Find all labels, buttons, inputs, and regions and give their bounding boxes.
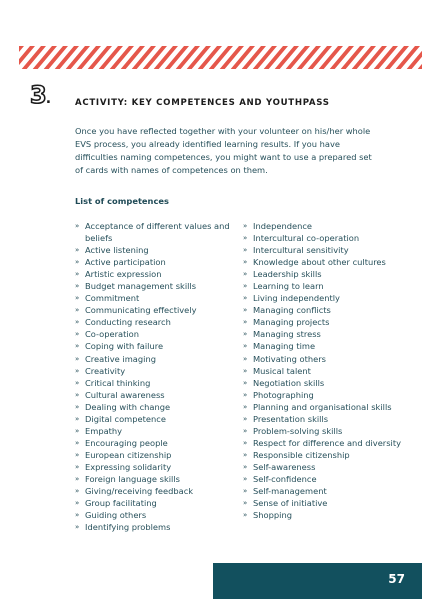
competence-item (243, 437, 413, 449)
bullet-icon: » (75, 366, 80, 375)
bullet-icon: » (75, 222, 80, 230)
bullet-icon: » (75, 318, 80, 327)
competence-item (243, 328, 413, 340)
competence-label: Encouraging people (85, 437, 168, 448)
competence-label: Critical thinking (85, 377, 151, 388)
competence-label: Managing projects (253, 317, 330, 328)
competence-item (75, 509, 235, 521)
competence-item (75, 497, 235, 509)
bullet-icon: » (243, 306, 248, 315)
bullet-icon: » (243, 487, 248, 496)
competence-item (243, 280, 413, 292)
competence-item (243, 220, 413, 232)
competence-label: Living independently (253, 293, 340, 304)
competence-item (75, 328, 235, 340)
bullet-icon: » (243, 318, 248, 327)
bullet-icon: » (243, 438, 248, 447)
competence-item (75, 449, 235, 461)
competence-label: Responsible citizenship (253, 449, 350, 460)
competence-label: Presentation skills (253, 413, 329, 424)
competence-label: Self-awareness (253, 461, 316, 472)
competence-item (243, 340, 413, 352)
bullet-icon: » (75, 487, 80, 496)
bullet-icon: » (75, 270, 80, 279)
bullet-icon: » (75, 390, 80, 399)
competence-label: Intercultural sensitivity (253, 245, 349, 256)
competence-label: Identifying problems (85, 522, 171, 533)
competence-item (75, 485, 235, 497)
bullet-icon: » (243, 511, 248, 520)
competence-label: Budget management skills (85, 281, 197, 292)
competence-item (243, 232, 413, 244)
competence-item (243, 461, 413, 473)
bullet-icon: » (75, 402, 80, 411)
competence-item (75, 473, 235, 485)
page-number: 57 (388, 572, 405, 586)
bullet-icon: » (75, 462, 80, 471)
section-title: ACTIVITY: KEY COMPETENCES AND YOUTHPASS (75, 98, 330, 108)
competence-label: Planning and organisational skills (253, 401, 392, 412)
competence-label: Creative imaging (85, 353, 156, 364)
competence-label: Empathy (85, 425, 123, 436)
bullet-icon: » (75, 354, 80, 363)
competence-label: Guiding others (85, 510, 147, 521)
competence-label: Negotiation skills (253, 377, 325, 388)
bullet-icon: » (243, 414, 248, 423)
bullet-icon: » (75, 342, 80, 351)
competence-item (243, 365, 413, 377)
competence-label: Artistic expression (85, 269, 162, 280)
bullet-icon: » (243, 462, 248, 471)
competence-item (243, 401, 413, 413)
competence-item (243, 256, 413, 268)
competence-item (75, 461, 235, 473)
competence-item (243, 473, 413, 485)
list-heading: List of competences (75, 196, 169, 206)
bullet-icon: » (243, 450, 248, 459)
bullet-icon: » (243, 246, 248, 255)
competence-item (75, 256, 235, 268)
competence-label: European citizenship (85, 449, 172, 460)
bullet-icon: » (243, 378, 248, 387)
competence-label: Commitment (85, 293, 140, 304)
competence-label: Knowledge about other cultures (253, 257, 386, 268)
bullet-icon: » (243, 282, 248, 291)
competence-item (243, 377, 413, 389)
competence-label: Sense of initiative (253, 498, 328, 509)
competence-item (243, 425, 413, 437)
bullet-icon: » (243, 499, 248, 508)
competence-label: Problem-solving skills (253, 425, 343, 436)
competence-item (75, 413, 235, 425)
bullet-icon: » (243, 330, 248, 339)
decorative-stripes (19, 46, 422, 69)
competence-label: Communicating effectively (85, 305, 197, 316)
bullet-icon: » (243, 366, 248, 375)
competence-label: Intercultural co-operation (253, 233, 360, 244)
competence-item (243, 316, 413, 328)
competence-list-left (75, 220, 235, 533)
competence-label: Cultural awareness (85, 389, 165, 400)
competence-label: Digital competence (85, 413, 166, 424)
bullet-icon: » (75, 438, 80, 447)
competence-label: Group facilitating (85, 498, 157, 509)
competence-item (75, 220, 235, 244)
bullet-icon: » (243, 342, 248, 351)
competence-label: Managing time (253, 341, 316, 352)
competence-label: Acceptance of different values and beliefs (85, 221, 230, 244)
competence-item (243, 449, 413, 461)
competence-label: Self-confidence (253, 473, 317, 484)
competence-list-right (243, 220, 413, 521)
competence-item (243, 497, 413, 509)
competence-label: Coping with failure (85, 341, 164, 352)
bullet-icon: » (75, 499, 80, 508)
bullet-icon: » (243, 474, 248, 483)
competence-label: Managing conflicts (253, 305, 331, 316)
competence-label: Active listening (85, 245, 149, 256)
competence-item (75, 437, 235, 449)
competence-item (75, 353, 235, 365)
competence-label: Learning to learn (253, 281, 324, 292)
section-number: 3. (30, 81, 51, 109)
competence-item (75, 401, 235, 413)
competence-label: Giving/receiving feedback (85, 486, 194, 497)
competence-item (75, 316, 235, 328)
competence-label: Musical talent (253, 365, 311, 376)
competence-label: Leadership skills (253, 269, 322, 280)
competence-label: Active participation (85, 257, 166, 268)
competence-item (243, 413, 413, 425)
competence-label: Managing stress (253, 329, 321, 340)
bullet-icon: » (243, 354, 248, 363)
intro-paragraph: Once you have reflected together with your volunteer on his/her whole EVS process, you already identified learning results. If you have difficulties naming competences, you might want to use a prepared set of cards with names of competences on them. (75, 126, 372, 175)
competence-item (75, 389, 235, 401)
competence-label: Shopping (253, 510, 292, 521)
competence-item (75, 365, 235, 377)
bullet-icon: » (75, 474, 80, 483)
bullet-icon: » (75, 330, 80, 339)
bullet-icon: » (243, 270, 248, 279)
competence-item (75, 292, 235, 304)
bullet-icon: » (243, 222, 248, 230)
bullet-icon: » (75, 450, 80, 459)
competence-label: Self-management (253, 486, 327, 497)
bullet-icon: » (75, 294, 80, 303)
competence-item (243, 304, 413, 316)
bullet-icon: » (243, 258, 248, 267)
competence-item (75, 244, 235, 256)
competence-label: Expressing solidarity (85, 461, 172, 472)
competence-item (243, 244, 413, 256)
bullet-icon: » (75, 426, 80, 435)
competence-label: Conducting research (85, 317, 171, 328)
competence-item (75, 268, 235, 280)
competence-label: Motivating others (253, 353, 326, 364)
competence-item (75, 521, 235, 533)
bullet-icon: » (243, 390, 248, 399)
bullet-icon: » (75, 246, 80, 255)
bullet-icon: » (243, 426, 248, 435)
competence-item (75, 280, 235, 292)
competence-item (243, 509, 413, 521)
bullet-icon: » (75, 378, 80, 387)
competence-item (243, 389, 413, 401)
bullet-icon: » (75, 523, 80, 532)
competence-label: Dealing with change (85, 401, 171, 412)
bullet-icon: » (243, 234, 248, 243)
competence-label: Co-operation (85, 329, 140, 340)
competence-item (75, 425, 235, 437)
bullet-icon: » (75, 414, 80, 423)
bullet-icon: » (243, 402, 248, 411)
competence-label: Foreign language skills (85, 473, 180, 484)
bullet-icon: » (75, 258, 80, 267)
competence-item (75, 304, 235, 316)
page-footer-band (213, 563, 422, 599)
competence-item (243, 292, 413, 304)
competence-item (243, 485, 413, 497)
competence-label: Independence (253, 221, 313, 231)
competence-item (243, 268, 413, 280)
bullet-icon: » (75, 306, 80, 315)
competence-label: Photographing (253, 389, 314, 400)
bullet-icon: » (243, 294, 248, 303)
competence-item (243, 353, 413, 365)
competence-item (75, 377, 235, 389)
competence-item (75, 340, 235, 352)
competence-label: Creativity (85, 365, 126, 376)
bullet-icon: » (75, 511, 80, 520)
competence-label: Respect for difference and diversity (253, 437, 402, 448)
bullet-icon: » (75, 282, 80, 291)
